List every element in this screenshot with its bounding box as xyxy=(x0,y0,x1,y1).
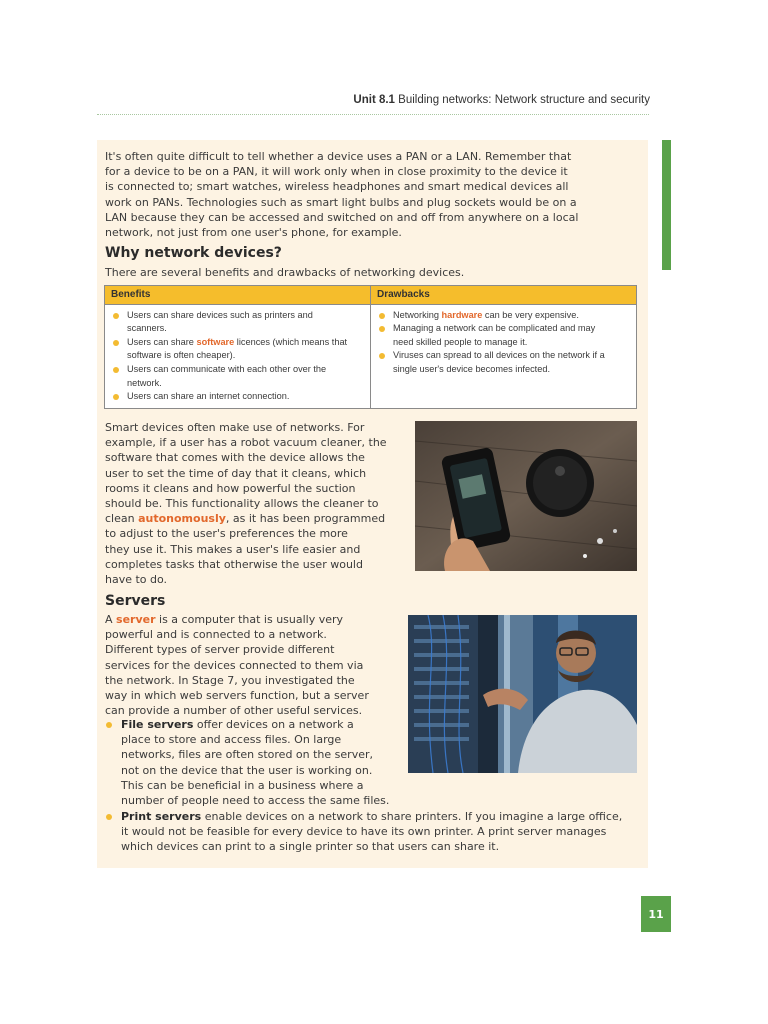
page-number: 11 xyxy=(641,896,671,932)
intro-line: LAN because they can be accessed and switched on and off from anywhere on a local xyxy=(105,210,579,224)
intro-line: is connected to; smart watches, wireless headphones and smart medical devices all xyxy=(105,180,569,194)
header-divider xyxy=(97,114,649,115)
list-item: Managing a network can be complicated and may need skilled people to manage it. xyxy=(377,322,630,349)
section1-text: There are several benefits and drawbacks of networking devices. xyxy=(105,266,465,279)
intro-line: network, not just from one user's phone, for example. xyxy=(105,226,402,240)
bullet-dot xyxy=(106,722,112,728)
keyword-autonomously: autonomously xyxy=(138,512,226,526)
heading-servers: Servers xyxy=(105,593,166,609)
running-header xyxy=(340,94,650,106)
unit-number: Unit 8.1 xyxy=(353,94,395,106)
bullet-dot xyxy=(106,814,112,820)
term-print-servers: Print servers xyxy=(121,810,202,823)
term-file-servers: File servers xyxy=(121,718,194,731)
side-tab-bar xyxy=(662,140,671,270)
benefits-cell xyxy=(105,304,371,408)
list-item: Viruses can spread to all devices on the network if a single user's device becomes infected. xyxy=(377,349,630,376)
intro-line: It's often quite difficult to tell whether a device uses a PAN or a LAN. Remember that xyxy=(105,150,572,163)
list-item: Users can share devices such as printers and scanners. xyxy=(111,309,364,336)
keyword-software: software xyxy=(196,336,235,347)
keyword-server: server xyxy=(116,613,156,626)
print-servers-item: Print servers enable devices on a network to share printers. If you imagine a large office, it would not be feasible for every device to have its own printer. A print server manages which devices can print to a single printer so that users can share it. xyxy=(121,810,623,854)
intro-line: for a device to be on a PAN, it will work only when in close proximity to the device it xyxy=(105,165,568,179)
list-item: Users can share an internet connection. xyxy=(111,390,364,404)
table-header-benefits: Benefits xyxy=(105,286,371,305)
heading-why-network: Why network devices? xyxy=(105,245,282,261)
list-item: Users can communicate with each other over the network. xyxy=(111,363,364,390)
robot-vacuum-photo xyxy=(415,421,637,571)
table-header-drawbacks: Drawbacks xyxy=(371,286,637,305)
server-technician-photo xyxy=(408,615,637,773)
servers-paragraph: A server is a computer that is usually very powerful and is connected to a network. Different types of server provide different services for the devices connected to them via the network. In Stage 7, you investigated the way in which web servers function, but a server can provide a number of other useful services. xyxy=(105,613,369,718)
unit-title: Building networks: Network structure and security xyxy=(398,94,650,106)
file-servers-item: File servers offer devices on a network a place to store and access files. On large networks, files are often stored on the server, not on the device that the user is working on. This can be beneficial in a business where a number of people need to access the same files. xyxy=(121,718,390,808)
drawbacks-cell xyxy=(371,304,637,408)
list-item: Users can share software licences (which means that software is often cheaper). xyxy=(111,336,364,363)
benefits-drawbacks-table xyxy=(104,285,637,409)
keyword-hardware: hardware xyxy=(441,309,483,320)
intro-line: work on PANs. Technologies such as smart light bulbs and plug sockets would be on a xyxy=(105,195,577,209)
smart-devices-paragraph: Smart devices often make use of networks. For example, if a user has a robot vacuum cleaner, the software that comes with the device allows the user to set the time of day that it cleans, which rooms it cleans and how powerful the suction should be. This functionality allows the cleaner to clean autonomously, as it has been programmed to adjust to the user's preferences the more they use it. This makes a user's life easier and completes tasks that otherwise the user would have to do. xyxy=(105,421,387,587)
intro-paragraph xyxy=(105,149,578,240)
list-item: Networking hardware can be very expensive. xyxy=(377,309,630,323)
